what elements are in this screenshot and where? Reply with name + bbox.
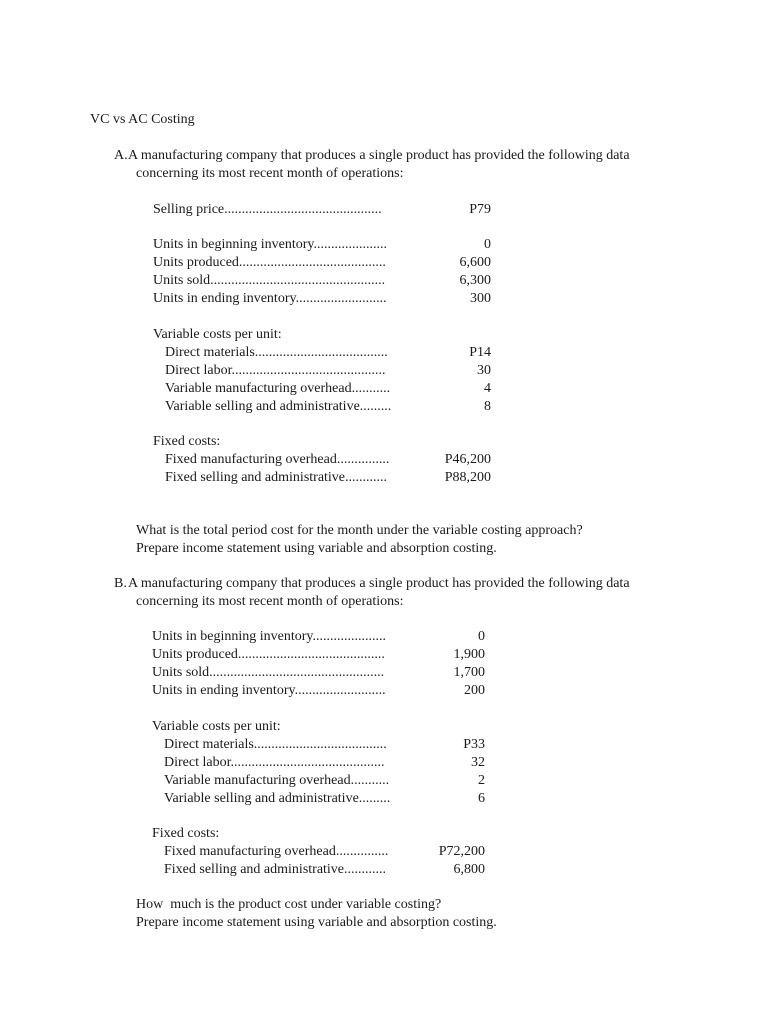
table-row [152,682,487,700]
problem-a-intro-line2: concerning its most recent month of operations: [136,166,404,181]
row-value: 2 [478,773,485,788]
row-label: Variable manufacturing overhead........... [165,381,391,396]
row-label: Direct labor............................................ [165,363,386,378]
row-label: Units sold.................................................. [152,665,385,680]
table-row [165,344,493,362]
row-value: 0 [484,237,491,252]
table-row [165,380,493,398]
problem-a-intro-line1: A manufacturing company that produces a single product has provided the following data [128,148,630,163]
table-row [164,772,487,790]
row-value: 1,900 [453,647,485,662]
variable-costs-heading: Variable costs per unit: [153,327,282,342]
row-label: Fixed selling and administrative............ [165,470,388,485]
problem-a-question1: What is the total period cost for the month under the variable costing approach? [136,523,583,538]
row-value: 0 [478,629,485,644]
row-value: 1,700 [453,665,485,680]
problem-b-intro-line1: A manufacturing company that produces a single product has provided the following data [128,576,630,591]
table-row [152,664,487,682]
row-label: Units produced.......................................... [153,255,386,270]
row-label: Fixed selling and administrative............ [164,862,387,877]
variable-costs-heading: Variable costs per unit: [152,719,281,734]
row-value: 8 [484,399,491,414]
row-label: Fixed manufacturing overhead............... [164,844,389,859]
table-row [164,843,487,861]
document-title: VC vs AC Costing [90,112,195,127]
problem-b-letter: B. [114,576,127,591]
table-row [153,236,493,254]
row-value: P88,200 [444,470,491,485]
row-value: P46,200 [444,452,491,467]
row-label: Variable manufacturing overhead........... [164,773,390,788]
table-row [153,254,493,272]
row-value: P14 [469,345,491,360]
row-value: 6,800 [453,862,485,877]
table-row [165,469,493,487]
table-row [165,451,493,469]
row-label: Units sold.................................................. [153,273,386,288]
row-label: Selling price............................................. [153,202,382,217]
row-value: 30 [477,363,491,378]
row-value: 6 [478,791,485,806]
row-label: Variable selling and administrative......... [164,791,391,806]
problem-a-question2: Prepare income statement using variable and absorption costing. [136,541,497,556]
problem-b-question1: How much is the product cost under variable costing? [136,897,442,912]
problem-a-letter: A. [114,148,128,163]
row-label: Units in beginning inventory..................... [152,629,386,644]
row-label: Units in ending inventory.......................... [153,291,387,306]
table-row [165,398,493,416]
row-label: Fixed manufacturing overhead............... [165,452,390,467]
row-value: 32 [471,755,485,770]
table-row [153,272,493,290]
problem-b-question2: Prepare income statement using variable and absorption costing. [136,915,497,930]
row-value: P33 [463,737,485,752]
table-row [164,736,487,754]
row-label: Direct materials...................................... [165,345,388,360]
row-label: Units in beginning inventory..................... [153,237,387,252]
row-label: Units in ending inventory.......................... [152,683,386,698]
selling-price-row [153,201,493,219]
table-row [164,790,487,808]
table-row [152,628,487,646]
row-label: Direct labor............................................ [164,755,385,770]
row-value: 300 [470,291,491,306]
table-row [164,861,487,879]
table-row [164,754,487,772]
row-label: Variable selling and administrative......... [165,399,392,414]
row-value: P79 [469,202,491,217]
row-value: P72,200 [438,844,485,859]
row-value: 200 [464,683,485,698]
table-row [152,646,487,664]
row-label: Units produced.......................................... [152,647,385,662]
table-row [153,290,493,308]
row-label: Direct materials...................................... [164,737,387,752]
row-value: 6,600 [459,255,491,270]
row-value: 4 [484,381,491,396]
fixed-costs-heading: Fixed costs: [152,826,220,841]
fixed-costs-heading: Fixed costs: [153,434,221,449]
table-row [165,362,493,380]
row-value: 6,300 [459,273,491,288]
problem-b-intro-line2: concerning its most recent month of operations: [136,594,404,609]
